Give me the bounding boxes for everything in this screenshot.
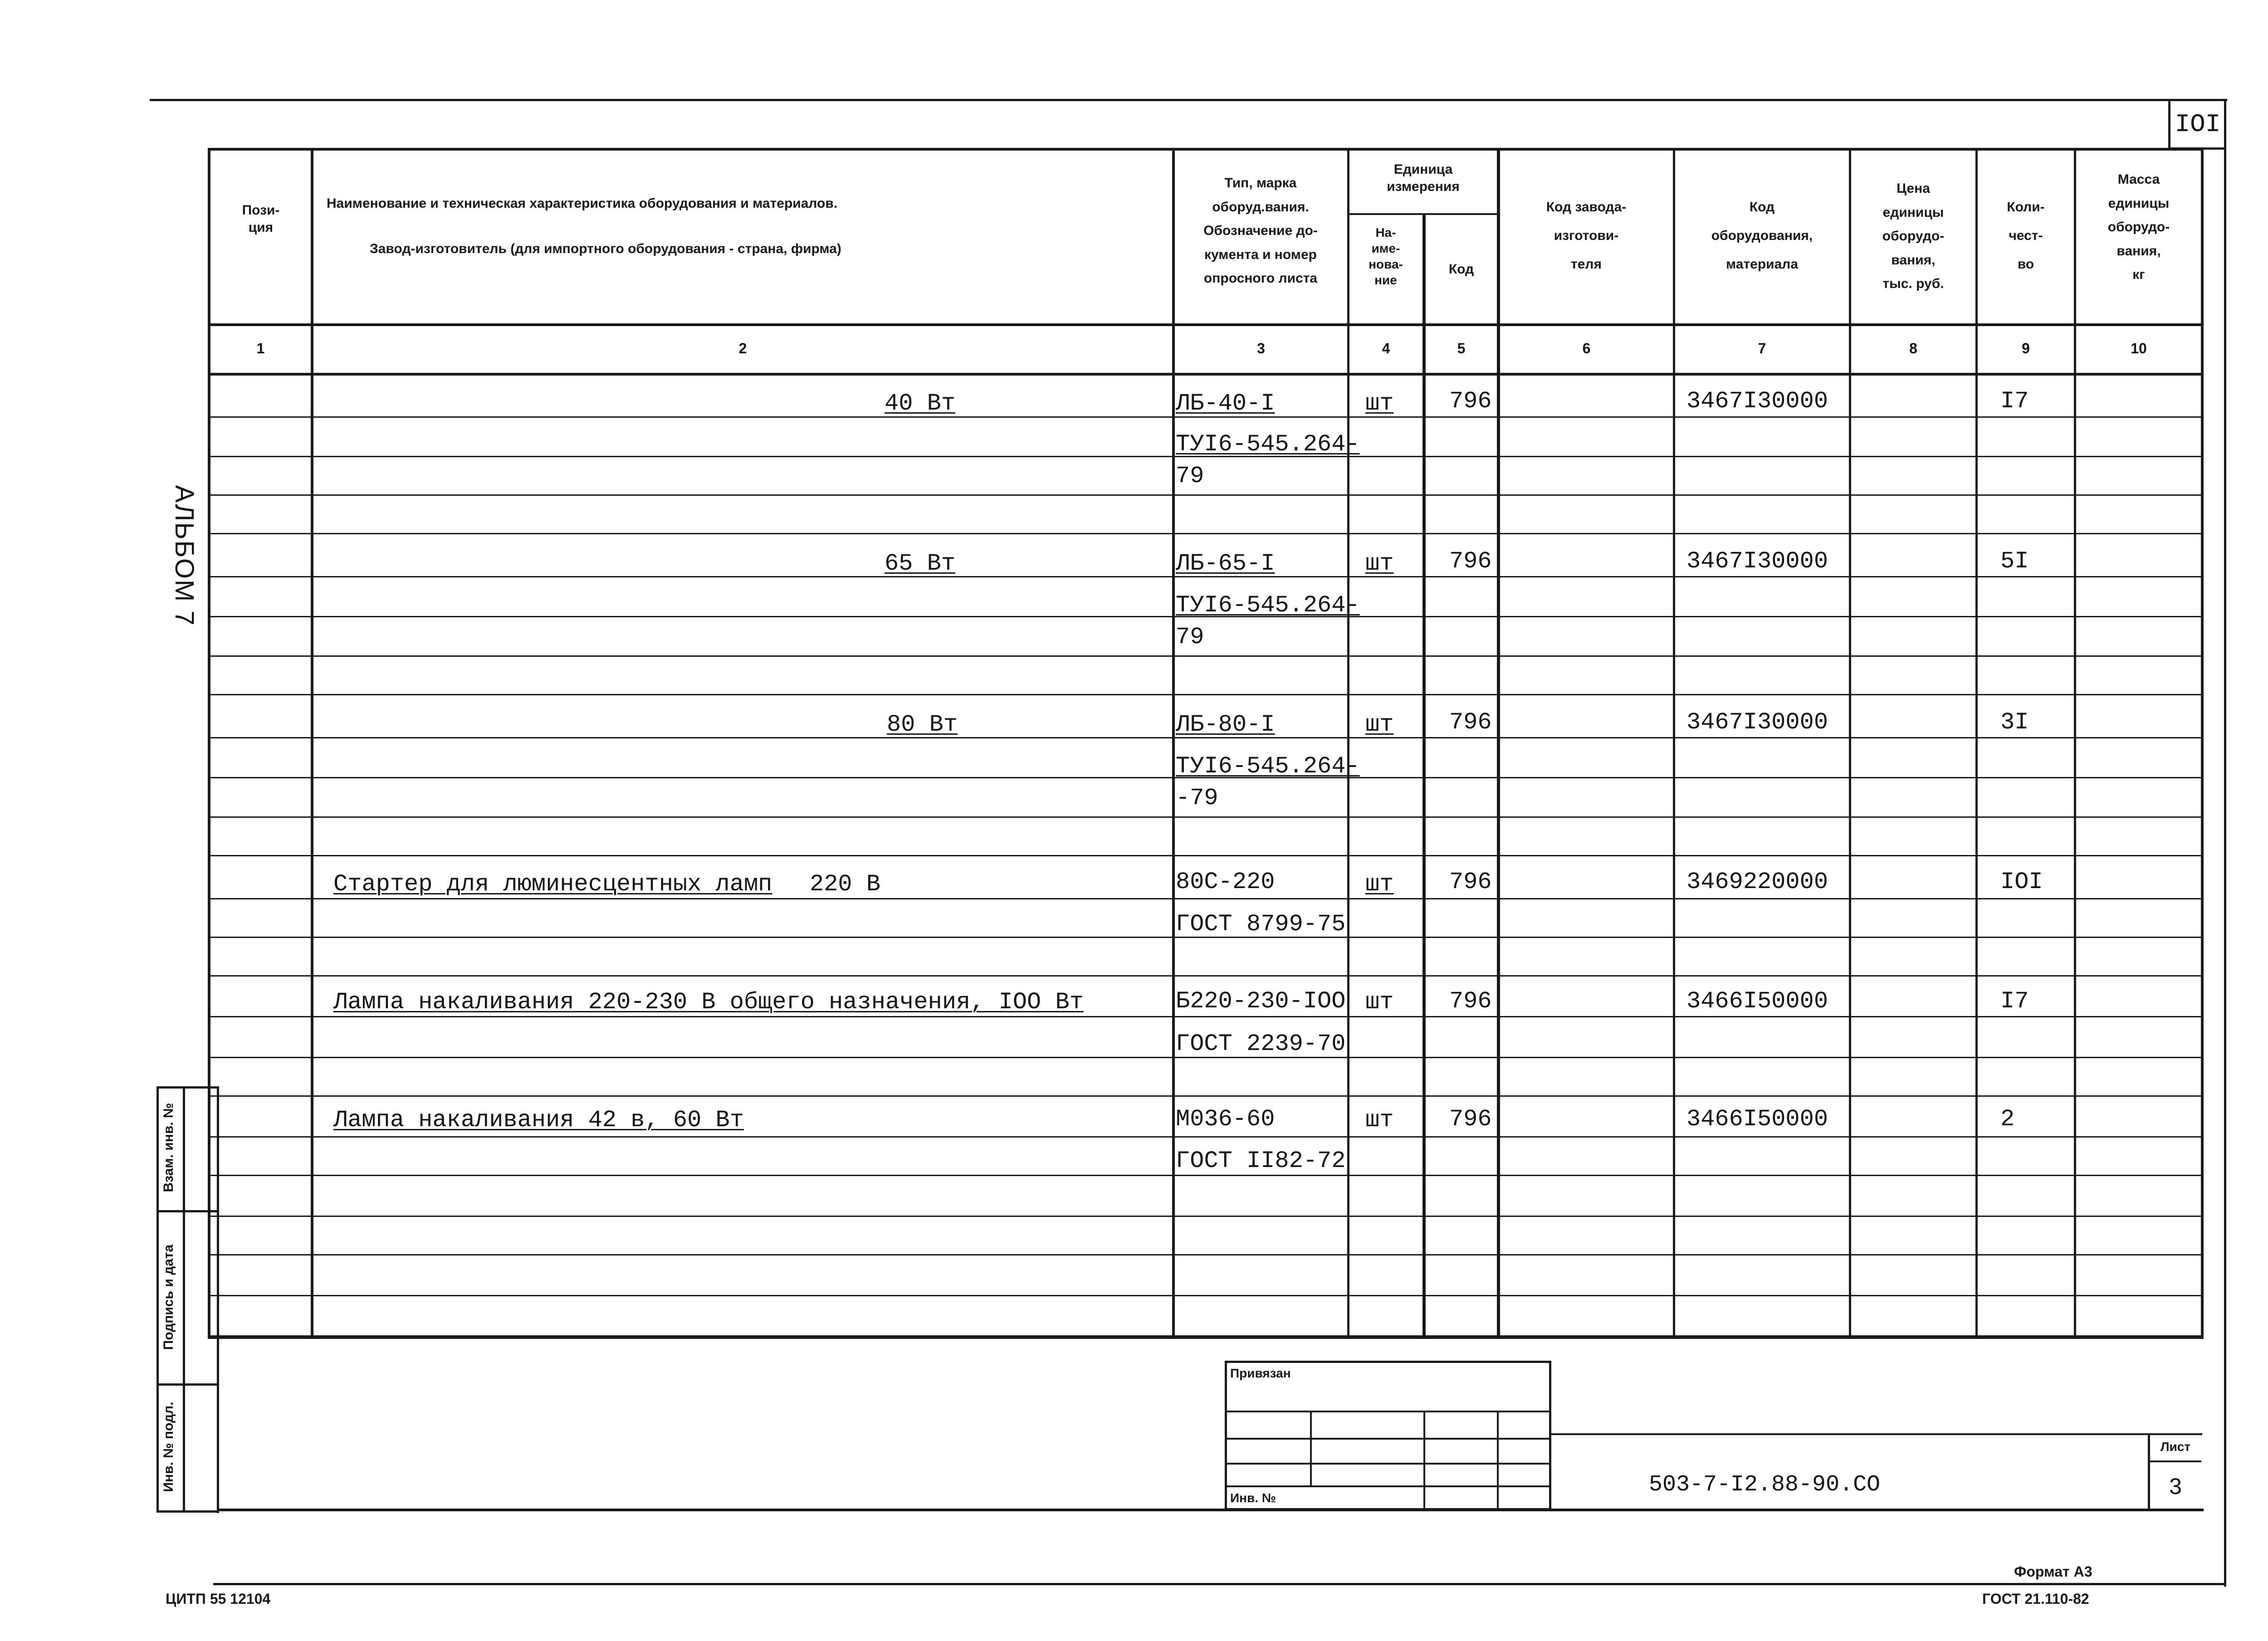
row3-unit: шт [1365, 711, 1394, 738]
attached-box [1225, 1361, 1551, 1510]
row-line [208, 1216, 2204, 1217]
row-line [208, 1095, 2204, 1097]
row-line [208, 1136, 2204, 1138]
row6-name: Лампа накаливания 42 в, 60 Вт [333, 1107, 744, 1133]
document-code: 503-7-I2.88-90.CO [1649, 1472, 1881, 1498]
col-line-9 [2074, 148, 2076, 1338]
row3-unit-code: 796 [1449, 709, 1492, 736]
attached-vline-1 [1310, 1411, 1312, 1485]
header-position: Пози- ция [242, 203, 280, 235]
body-bottom-line [208, 1336, 2204, 1339]
row-line [208, 694, 2204, 695]
colnum-3: 3 [1257, 340, 1265, 357]
colnum-5: 5 [1457, 340, 1466, 357]
row3-type: ЛБ-80-I [1176, 711, 1275, 738]
row4-unit-code: 796 [1449, 869, 1492, 895]
row2-unit: шт [1365, 550, 1394, 577]
colnum-9: 9 [2022, 340, 2030, 357]
col-line-8 [1975, 148, 1978, 1338]
colnum-4: 4 [1382, 340, 1390, 357]
row2-name: 65 Вт [885, 550, 956, 577]
header-equipment-code: Код оборудования, материала [1711, 200, 1813, 272]
side-stamp-divider [183, 1086, 185, 1513]
row-line [208, 1016, 2204, 1017]
col-line-5 [1497, 148, 1500, 1338]
colnum-1: 1 [256, 340, 265, 357]
row-line [208, 1295, 2204, 1296]
row5-qty: I7 [2000, 988, 2029, 1015]
row-line [208, 1254, 2204, 1255]
sheet-label: Лист [2160, 1440, 2191, 1454]
row6-doc1: ГОСТ II82-72 [1176, 1148, 1346, 1174]
row5-unit-code: 796 [1449, 988, 1492, 1015]
row3-name: 80 Вт [887, 711, 958, 738]
row1-unit-code: 796 [1449, 388, 1492, 415]
footer-format: Формат А3 [2014, 1563, 2092, 1580]
header-quantity: Коли- чест- во [2007, 200, 2045, 272]
row6-unit: шт [1365, 1107, 1394, 1133]
col-line-10 [2201, 148, 2204, 1338]
row1-unit: шт [1365, 390, 1394, 417]
row6-qty: 2 [2000, 1106, 2015, 1133]
row6-equip-code: 3466I50000 [1686, 1106, 1828, 1133]
header-factory-code: Код завода- изготови- теля [1546, 200, 1627, 272]
attached-line-2 [1225, 1438, 1551, 1440]
row2-type: ЛБ-65-I [1176, 550, 1275, 577]
title-block-bottom-line [217, 1509, 2204, 1511]
inv-no-label: Инв. № [1230, 1491, 1276, 1505]
frame-right-line [2224, 99, 2226, 1587]
frame-bottom-line [213, 1583, 2226, 1585]
colnum-8: 8 [1909, 340, 1917, 357]
row1-name: 40 Вт [885, 390, 956, 417]
colnum-10: 10 [2131, 340, 2147, 357]
colnum-6: 6 [1582, 340, 1591, 357]
attached-line-1 [1225, 1411, 1551, 1412]
attached-line-3 [1225, 1463, 1551, 1465]
attached-vline-2 [1423, 1411, 1425, 1510]
row3-qty: 3I [2000, 709, 2029, 736]
row2-equip-code: 3467I30000 [1686, 548, 1828, 575]
row1-equip-code: 3467I30000 [1686, 388, 1828, 415]
row-line [208, 816, 2204, 818]
row5-name: Лампа накаливания 220-230 В общего назначения, IOO Вт [333, 989, 1084, 1016]
header-unit-name: На- име- нова- ние [1369, 225, 1403, 287]
row4-name-extra: 220 В [810, 871, 881, 898]
col-line-3 [1347, 148, 1349, 1338]
row4-equip-code: 3469220000 [1686, 869, 1828, 895]
row-line [208, 1175, 2204, 1176]
header-unit-code: Код [1448, 262, 1474, 277]
row4-name: Стартер для люминесцентных ламп [333, 871, 772, 898]
row4-doc1: ГОСТ 8799-75 [1176, 911, 1346, 938]
row2-doc1: ТУI6-545.264- [1176, 592, 1360, 619]
top-sheet-number: IOI [2175, 110, 2221, 139]
row6-type: М036-60 [1176, 1106, 1275, 1133]
title-block-mid-line [1549, 1433, 2202, 1435]
colnum-2: 2 [738, 340, 747, 357]
col-line-1 [311, 148, 313, 1338]
header-price: Цена единицы оборудо- вания, тыс. руб. [1882, 181, 1945, 291]
row2-unit-code: 796 [1449, 548, 1492, 575]
row5-equip-code: 3466I50000 [1686, 988, 1828, 1015]
row5-type: Б220-230-IOO [1176, 988, 1346, 1015]
attached-line-4 [1225, 1485, 1551, 1487]
row-line [208, 655, 2204, 657]
row2-doc2: 79 [1176, 624, 1204, 650]
row4-qty: IOI [2000, 869, 2043, 895]
side-inv-orig: Инв. № подл. [161, 1402, 176, 1492]
header-bottom-line [208, 323, 2204, 326]
row-line [208, 975, 2204, 977]
attached-label: Привязан [1230, 1366, 1291, 1380]
footer-gost: ГОСТ 21.110-82 [1982, 1591, 2089, 1607]
row3-doc2: -79 [1176, 785, 1218, 811]
row-line [208, 898, 2204, 899]
sheet-number: 3 [2169, 1474, 2182, 1499]
row5-unit: шт [1365, 989, 1394, 1016]
row4-unit: шт [1365, 871, 1394, 898]
row1-doc1: ТУI6-545.264- [1176, 431, 1360, 458]
row3-equip-code: 3467I30000 [1686, 709, 1828, 736]
header-name-line2: Завод-изготовитель (для импортного оборудования - страна, фирма) [370, 241, 841, 256]
header-type: Тип, марка оборуд.вания. Обозначение до- кумента и номер опросного листа [1203, 176, 1318, 286]
row3-doc1: ТУI6-545.264- [1176, 753, 1360, 780]
col-line-6 [1673, 148, 1675, 1338]
header-unit: Единица измерения [1387, 162, 1460, 194]
row-line [208, 855, 2204, 856]
album-label: АЛЬБОМ 7 [170, 485, 199, 626]
sheet-top-line [150, 99, 2227, 101]
footer-left: ЦИТП 55 12104 [166, 1591, 271, 1607]
side-signature-date: Подпись и дата [161, 1244, 176, 1350]
row2-qty: 5I [2000, 548, 2029, 575]
row1-doc2: 79 [1176, 463, 1204, 489]
side-replacement-inv: Взам. инв. № [161, 1103, 176, 1192]
colnum-7: 7 [1758, 340, 1766, 357]
row6-unit-code: 796 [1449, 1106, 1492, 1133]
col-line-4 [1422, 213, 1426, 1338]
colnum-bottom-line [208, 373, 2204, 376]
header-mass: Масса единицы оборудо- вания, кг [2107, 172, 2170, 282]
row-line [208, 494, 2204, 496]
title-block-left-line [217, 1336, 219, 1513]
col-line-7 [1849, 148, 1851, 1338]
row1-qty: I7 [2000, 388, 2029, 415]
row1-type: ЛБ-40-I [1176, 390, 1275, 417]
row-line [208, 533, 2204, 534]
row5-doc1: ГОСТ 2239-70 [1176, 1031, 1346, 1057]
col-line-2 [1172, 148, 1175, 1338]
attached-vline-3 [1497, 1411, 1499, 1510]
header-name-line1: Наименование и техническая характеристика оборудования и материалов. [327, 196, 838, 211]
row4-type: 80С-220 [1176, 869, 1275, 895]
unit-header-divider [1347, 213, 1499, 215]
sheet-box-divider [2148, 1460, 2201, 1462]
